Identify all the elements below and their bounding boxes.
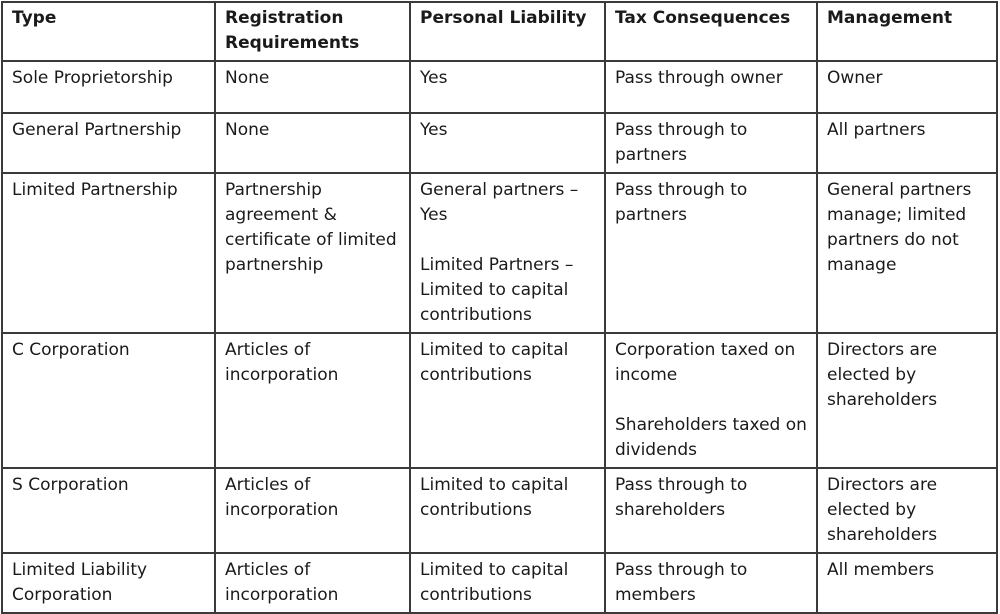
tax-text: Pass through to partners — [615, 180, 748, 225]
business-entity-table — [1, 1, 998, 614]
header-liability: Personal Liability — [410, 2, 605, 61]
table-row — [2, 468, 997, 553]
table-row — [2, 553, 997, 613]
liability-text: Yes — [420, 120, 448, 140]
cell-liability — [410, 173, 605, 333]
cell-type: General Partnership — [2, 113, 215, 173]
cell-management: All members — [817, 553, 997, 613]
cell-type: Limited Liability Corporation — [2, 553, 215, 613]
cell-type: Limited Partnership — [2, 173, 215, 333]
cell-tax — [605, 173, 817, 333]
tax-text: Pass through to shareholders — [615, 475, 748, 520]
cell-type: S Corporation — [2, 468, 215, 553]
cell-tax — [605, 333, 817, 468]
liability-text: Yes — [420, 68, 448, 88]
cell-management: General partners manage; limited partners do not manage — [817, 173, 997, 333]
tax-text: Pass through to partners — [615, 120, 748, 165]
tax-text: Corporation taxed on income — [615, 340, 796, 385]
cell-registration: Articles of incorporation — [215, 553, 410, 613]
cell-management: Owner — [817, 61, 997, 113]
table-row — [2, 113, 997, 173]
cell-management: Directors are elected by shareholders — [817, 468, 997, 553]
cell-liability — [410, 61, 605, 113]
cell-tax — [605, 553, 817, 613]
table-row — [2, 333, 997, 468]
liability-text: Limited Partners – Limited to capital contributions — [420, 255, 574, 325]
tax-text: Shareholders taxed on dividends — [615, 415, 807, 460]
cell-type: C Corporation — [2, 333, 215, 468]
liability-text: Limited to capital contributions — [420, 340, 569, 385]
liability-text: General partners – Yes — [420, 180, 579, 225]
cell-tax — [605, 113, 817, 173]
header-row — [2, 2, 997, 61]
cell-management: Directors are elected by shareholders — [817, 333, 997, 468]
cell-registration: Articles of incorporation — [215, 333, 410, 468]
cell-type: Sole Proprietorship — [2, 61, 215, 113]
cell-registration: None — [215, 113, 410, 173]
cell-registration: Partnership agreement & certificate of limited partnership — [215, 173, 410, 333]
liability-text: Limited to capital contributions — [420, 560, 569, 605]
cell-registration: None — [215, 61, 410, 113]
tax-text: Pass through owner — [615, 68, 783, 88]
cell-liability — [410, 468, 605, 553]
header-registration: Registration Requirements — [215, 2, 410, 61]
cell-liability — [410, 333, 605, 468]
header-type: Type — [2, 2, 215, 61]
cell-registration: Articles of incorporation — [215, 468, 410, 553]
tax-text: Pass through to members — [615, 560, 748, 605]
cell-tax — [605, 468, 817, 553]
table-row — [2, 61, 997, 113]
cell-liability — [410, 113, 605, 173]
liability-text: Limited to capital contributions — [420, 475, 569, 520]
cell-liability — [410, 553, 605, 613]
table-row — [2, 173, 997, 333]
cell-tax — [605, 61, 817, 113]
header-tax: Tax Consequences — [605, 2, 817, 61]
header-management: Management — [817, 2, 997, 61]
cell-management: All partners — [817, 113, 997, 173]
